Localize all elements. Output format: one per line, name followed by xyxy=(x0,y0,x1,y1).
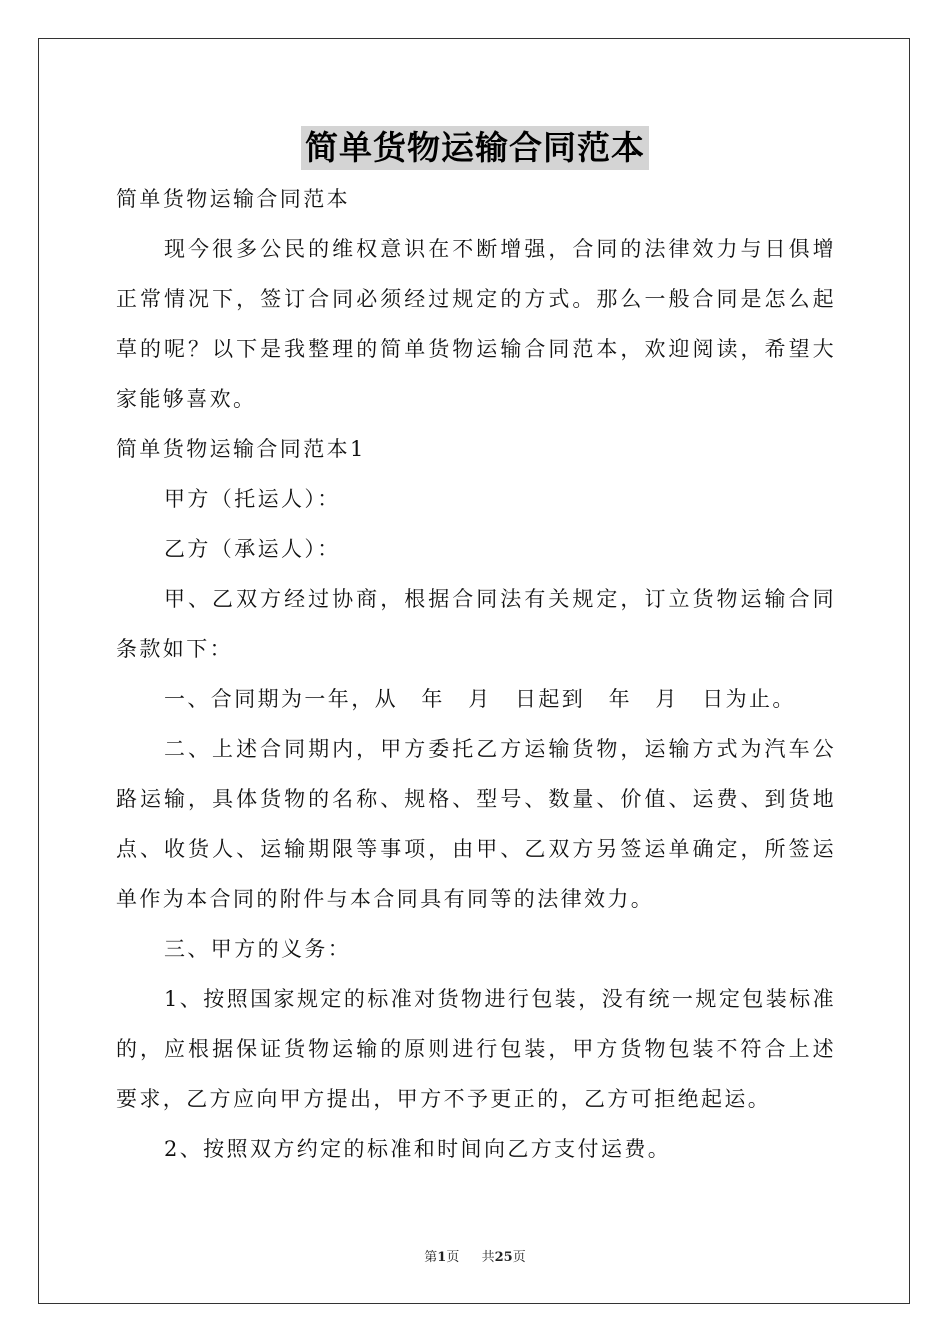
intro-paragraph: 现今很多公民的维权意识在不断增强，合同的法律效力与日俱增正常情况下，签订合同必须经过规定的方式。那么一般合同是怎么起草的呢？以下是我整理的简单货物运输合同范本，欢迎阅读，希望大家能够喜欢。 xyxy=(116,237,836,411)
page-prefix: 第 xyxy=(424,1250,438,1265)
page-current: 1 xyxy=(437,1250,447,1265)
subtitle-paragraph: 简单货物运输合同范本 xyxy=(116,187,350,211)
page-suffix: 页 xyxy=(446,1250,460,1265)
title-area xyxy=(0,126,950,170)
document-body xyxy=(116,174,836,1174)
total-prefix: 共 xyxy=(481,1250,495,1265)
page-footer xyxy=(0,1246,950,1265)
obligation-1-paragraph: 1、按照国家规定的标准对货物进行包装，没有统一规定包装标准的，应根据保证货物运输的原则进行包装，甲方货物包装不符合上述要求，乙方应向甲方提出，甲方不予更正的，乙方可拒绝起运。 xyxy=(116,987,836,1111)
total-suffix: 页 xyxy=(512,1250,526,1265)
agreement-paragraph: 甲、乙双方经过协商，根据合同法有关规定，订立货物运输合同条款如下： xyxy=(116,587,836,661)
party-b-line: 乙方（承运人）： xyxy=(164,537,341,561)
page-total: 25 xyxy=(494,1250,513,1265)
clause-1-paragraph: 一、合同期为一年，从 年 月 日起到 年 月 日为止。 xyxy=(164,687,796,711)
clause-3-heading: 三、甲方的义务： xyxy=(164,937,352,961)
obligation-2-paragraph: 2、按照双方约定的标准和时间向乙方支付运费。 xyxy=(164,1137,672,1161)
party-a-line: 甲方（托运人）： xyxy=(164,487,341,511)
section-heading: 简单货物运输合同范本1 xyxy=(116,437,366,461)
document-title: 简单货物运输合同范本 xyxy=(301,126,649,170)
clause-2-paragraph: 二、上述合同期内，甲方委托乙方运输货物，运输方式为汽车公路运输，具体货物的名称、规格、型号、数量、价值、运费、到货地点、收货人、运输期限等事项，由甲、乙双方另签运单确定，所签运单作为本合同的附件与本合同具有同等的法律效力。 xyxy=(116,737,836,911)
